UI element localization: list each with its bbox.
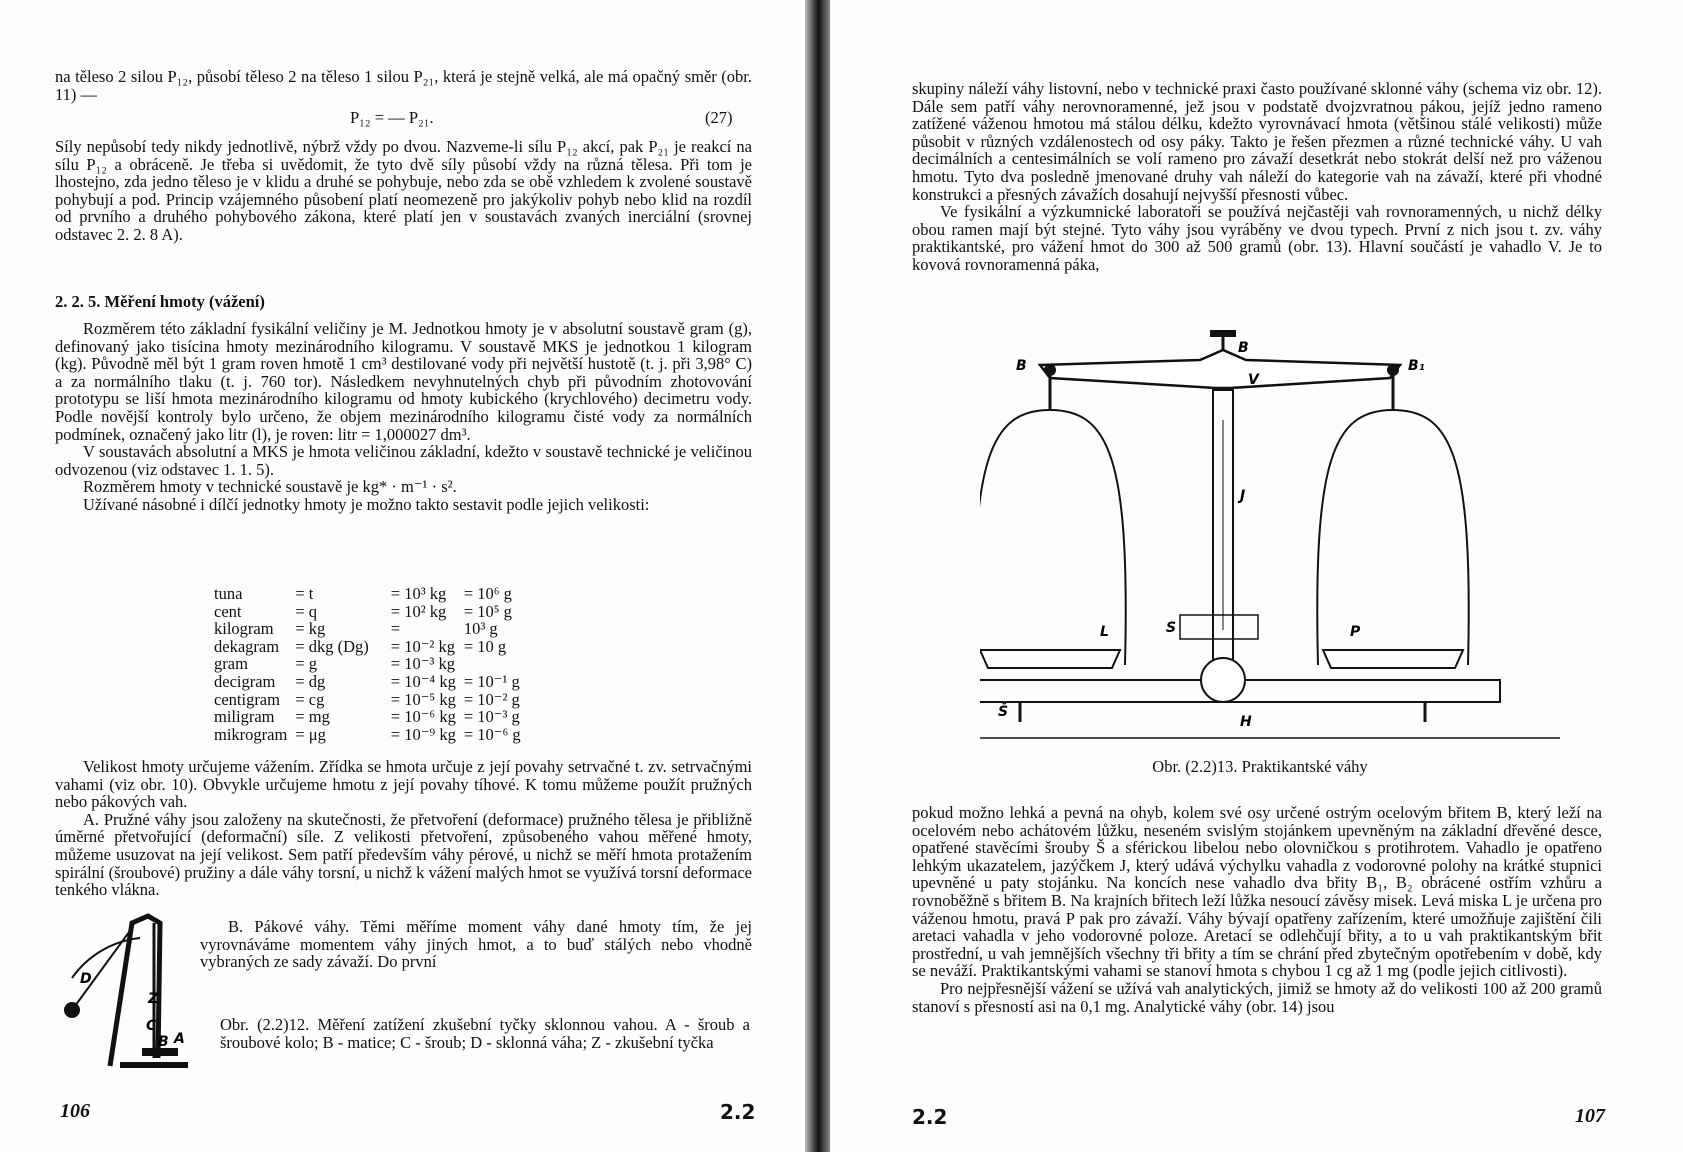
units-cell: centigram bbox=[214, 689, 280, 709]
units-cell bbox=[460, 655, 525, 673]
units-row bbox=[210, 691, 525, 709]
figure-13-label: V bbox=[1248, 372, 1259, 388]
figure-12-label: B bbox=[158, 1034, 169, 1050]
figure-12-tilt-scale bbox=[50, 898, 190, 1078]
paragraph: B. Pákové váhy. Těmi měříme moment váhy dané hmoty tím, že jej vyrovnáváme momentem váhy jiných hmot, a to buď stálých nebo vhodně vybraných ze sady závaží. Do první bbox=[200, 917, 752, 972]
section-heading: 2. 2. 5. Měření hmoty (vážení) bbox=[55, 292, 265, 311]
units-cell: gram bbox=[214, 654, 248, 674]
units-cell: = 10⁻² g bbox=[463, 689, 520, 709]
units-cell: = 10⁻¹ g bbox=[463, 671, 520, 691]
figure-13-label: H bbox=[1240, 714, 1252, 730]
units-cell: = 10⁵ g bbox=[463, 601, 512, 621]
units-cell: = dg bbox=[295, 671, 326, 691]
units-row bbox=[210, 585, 525, 603]
figure-13-label: B₁ bbox=[1408, 358, 1425, 374]
figure-13-label: P bbox=[1350, 624, 1361, 640]
paragraph: Rozměrem hmoty v technické soustavě je kg* · m⁻¹ · s². bbox=[83, 477, 457, 497]
units-cell: = 10² kg bbox=[390, 601, 447, 621]
figure-13-label: L bbox=[1100, 624, 1109, 640]
paragraph: A. Pružné váhy jsou založeny na skutečnosti, že přetvoření (deformace) pružného tělesa je přibližně úměrné přetvořující (deformační) síle. Z velikosti přetvoření, způsobeného vahou měřené hmoty, můžeme usuzovat na její velikost. Sem patří především váhy pérové, u nichž se měří hmota protažením spirální (šroubové) pružiny a dále váhy torsní, u nichž k vážení malých hmot se využívá torsní deformace tenkého vlákna. bbox=[55, 809, 752, 900]
right-text-block-2 bbox=[912, 804, 1602, 1015]
units-row bbox=[210, 673, 525, 691]
figure-12-label: A bbox=[174, 1031, 185, 1047]
units-cell: dekagram bbox=[214, 636, 280, 656]
units-cell: kilogram bbox=[214, 619, 274, 639]
page-number: 106 bbox=[60, 1100, 90, 1122]
left-text-block-2 bbox=[55, 758, 752, 899]
figure-12-caption: Obr. (2.2)12. Měření zatížení zkušební tyčky sklonnou vahou. A - šroub a šroubové kolo; B - matice; C - šroub; D - sklonná váha; Z - zkušební tyčka bbox=[220, 1015, 750, 1052]
paragraph: na těleso 2 silou P₁₂, působí těleso 2 na těleso 1 silou P₂₁, která je stejně velká, ale má opačný směr (obr. 11) — bbox=[55, 67, 752, 104]
paragraph: Ve fysikální a výzkumnické laboratoři se používá nejčastěji vah rovnoramenných, u nichž délky obou ramen mají být stejné. Tyto váhy jsou vyráběny ve dvou typech. První z nich jsou t. zv. váhy praktikantské, pro vážení hmot do 300 až 500 gramů (obr. 13). Hlavní součástí je vahadlo V. Je to kovová rovnoramenná páka, bbox=[912, 202, 1602, 274]
paragraph: Velikost hmoty určujeme vážením. Zřídka se hmota určuje z její povahy setrvačné t. zv. setrvačnými vahami (viz obr. 10). Obvykle určujeme hmotu z její povahy tíhové. K tomu můžeme použít pružných nebo pákových vah. bbox=[55, 757, 752, 812]
figure-13-label: J bbox=[1240, 488, 1246, 504]
units-cell: = 10⁻⁶ kg bbox=[390, 707, 456, 727]
left-paragraph-2 bbox=[55, 138, 752, 244]
paragraph: Užívané násobné i dílčí jednotky hmoty je možno takto sestavit podle jejich velikosti: bbox=[83, 494, 650, 514]
equation: P₁₂ = — P₂₁. bbox=[350, 108, 434, 127]
units-cell: = μg bbox=[295, 724, 326, 744]
units-row bbox=[210, 655, 525, 673]
right-text-block bbox=[912, 80, 1602, 274]
units-cell: = cg bbox=[295, 689, 325, 709]
units-row bbox=[210, 620, 525, 638]
equation-number: (27) bbox=[705, 108, 733, 127]
book-gutter bbox=[805, 0, 830, 1152]
units-row bbox=[210, 603, 525, 621]
paragraph: skupiny náleží váhy listovní, nebo v technické praxi často používané sklonné váhy (schema viz obr. 12). Dále sem patří váhy nerovnoramenné, jež jsou v podstatě dvojzvratnou pákou, jejíž jedno rameno zatížené váženou hmotou má stálou délku, kdežto vyrovnávací hmota (většinou stálé velikosti) může působit v různých vzdálenostech od osy páky. Takto je řešen přezmen a různé technické váhy. U vah decimálních a centesimálních se volí rameno pro závaží desetkrát nebo stokrát delší než pro váženou hmotu. Tyto dva posledně jmenované druhy vah náleží do kategorie vah na závaží, které při vhodné konstrukci a přesných závažích dosahují nejvyšší přesnosti vůbec. bbox=[912, 79, 1602, 204]
right-page bbox=[830, 0, 1683, 1152]
paragraph: Rozměrem této základní fysikální veličiny je M. Jednotkou hmoty je v absolutní soustavě gram (g), definovaný jako tisícina hmoty mezinárodního kilogramu. V soustavě MKS je jednotkou 1 kilogram (kg). Původně měl být 1 gram roven hmotě 1 cm³ destilované vody při největší hustotě (t. j. při 3,98° C) a za normálního tlaku (t. j. 760 tor). Následkem nevyhnutelných chyb při původním zhotovování prototypu se liší hmota mezinárodního kilogramu od hmoty kubického (krychlového) decimetru vody. Podle novější kontroly bylo určeno, že objem mezinárodního kilogramu čisté vody za normálních podmínek, označený jako litr (l), je roven: litr = 1,000027 dm³. bbox=[55, 319, 752, 444]
units-cell: = 10 g bbox=[463, 636, 507, 656]
figure-13-label: S bbox=[1166, 620, 1177, 636]
units-cell: miligram bbox=[214, 707, 275, 727]
figure-12-label: D bbox=[80, 971, 92, 987]
units-cell: = 10⁻⁵ kg bbox=[390, 689, 456, 709]
units-cell: = 10⁻⁹ kg bbox=[390, 724, 456, 744]
figure-13-label: B bbox=[1016, 358, 1027, 374]
units-cell: = 10⁻⁴ kg bbox=[390, 671, 456, 691]
left-page bbox=[0, 0, 805, 1152]
units-table bbox=[210, 585, 525, 743]
left-top-paragraph bbox=[55, 68, 752, 103]
figure-13-balance bbox=[980, 330, 1560, 750]
units-row bbox=[210, 726, 525, 744]
paragraph: pokud možno lehká a pevná na ohyb, kolem své osy určené ostrým ocelovým břitem B, který leží na ocelovém nebo achátovém lůžku, neseném svislým stojánkem upevněným na základní dřevěné desce, opatřené stavěcími šrouby Š a sférickou libelou nebo olovničkou s protihrotem. Vahadlo je opatřeno lehkým ukazatelem, jazýčkem J, který udává výchylku vahadla z vodorovné polohy na krátké stupnici upevněné u paty stojánku. Na koncích nese vahadlo dva břity B₁, B₂ obrácené ostřím vzhůru a rovnoběžně s břitem B. Na krajních břitech leží lůžka nesoucí závěsy misek. Levá miska L je určena pro váženou hmotu, pravá P pak pro závaží. Váhy bývají opatřeny zařízením, které umožňuje zajištění čili aretaci vahadla v jeho vodorovné poloze. Aretací se odlehčují břity, a to u vah praktikantským břit prostřední, u vah jemnějších všechny tři břity a tím se chrání před zbytečným opotřebením v době, kdy se neváží. Praktikantskými vahami se stanoví hmota s chybou 1 cg až 1 mg (podle jejich citlivosti). bbox=[912, 803, 1602, 981]
units-row bbox=[210, 708, 525, 726]
units-cell: = 10³ kg bbox=[390, 584, 447, 603]
units-cell: mikrogram bbox=[214, 724, 288, 744]
units-row bbox=[210, 638, 525, 656]
section-marker: 2.2 bbox=[912, 1105, 948, 1129]
units-cell: = mg bbox=[295, 707, 330, 727]
units-cell: cent bbox=[214, 601, 242, 621]
section-marker: 2.2 bbox=[720, 1100, 756, 1124]
units-cell: 10³ g bbox=[463, 619, 498, 639]
units-cell: = 10⁻³ g bbox=[463, 707, 520, 727]
figure-13-label: Š bbox=[998, 704, 1009, 720]
units-cell: = q bbox=[295, 601, 318, 621]
left-paragraph-9 bbox=[200, 918, 752, 971]
units-cell: tuna bbox=[214, 584, 243, 603]
units-cell: = t bbox=[295, 584, 314, 603]
figure-12-label: C bbox=[146, 1018, 157, 1034]
units-cell: = dkg (Dg) bbox=[295, 636, 369, 656]
figure-13-label: B bbox=[1238, 340, 1249, 356]
units-cell: = 10⁻² kg bbox=[390, 636, 456, 656]
paragraph: V soustavách absolutní a MKS je hmota veličinou základní, kdežto v soustavě technické je veličinou odvozenou (viz odstavec 1. 1. 5). bbox=[55, 442, 752, 479]
units-cell: = 10⁻³ kg bbox=[390, 654, 456, 674]
units-cell: = kg bbox=[295, 619, 326, 639]
page-number: 107 bbox=[1575, 1105, 1605, 1127]
units-cell: decigram bbox=[214, 671, 276, 691]
units-cell: = 10⁻⁶ g bbox=[463, 724, 521, 744]
left-text-block bbox=[55, 320, 752, 514]
units-cell: = 10⁶ g bbox=[463, 584, 512, 603]
figure-12-label: Z bbox=[148, 991, 159, 1007]
units-cell: = bbox=[390, 619, 401, 639]
paragraph: Síly nepůsobí tedy nikdy jednotlivě, nýbrž vždy po dvou. Nazveme-li sílu P₁₂ akcí, pak P₂₁ je reakcí na sílu P₁₂ a obráceně. Je třeba si uvědomit, že tyto dvě síly působí vždy na různá tělesa. Při tom je lhostejno, zda jedno těleso je v klidu a druhé se pohybuje, nebo zda se obě vzhledem k zvolené soustavě pohybují a pod. Princip vzájemného působení platí neomezeně pro jakýkoliv pohyb nebo klid na rozdíl od prvního a druhého pohybového zákona, které platí jen v soustavách zvaných inerciální (srovnej odstavec 2. 2. 8 A). bbox=[55, 137, 752, 244]
units-cell: = g bbox=[295, 654, 318, 674]
paragraph: Pro nejpřesnější vážení se užívá vah analytických, jimiž se hmoty až do velikosti 100 až 200 gramů stanoví s přesností asi na 0,1 mg. Analytické váhy (obr. 14) jsou bbox=[912, 978, 1602, 1016]
figure-13-caption: Obr. (2.2)13. Praktikantské váhy bbox=[1152, 757, 1368, 776]
